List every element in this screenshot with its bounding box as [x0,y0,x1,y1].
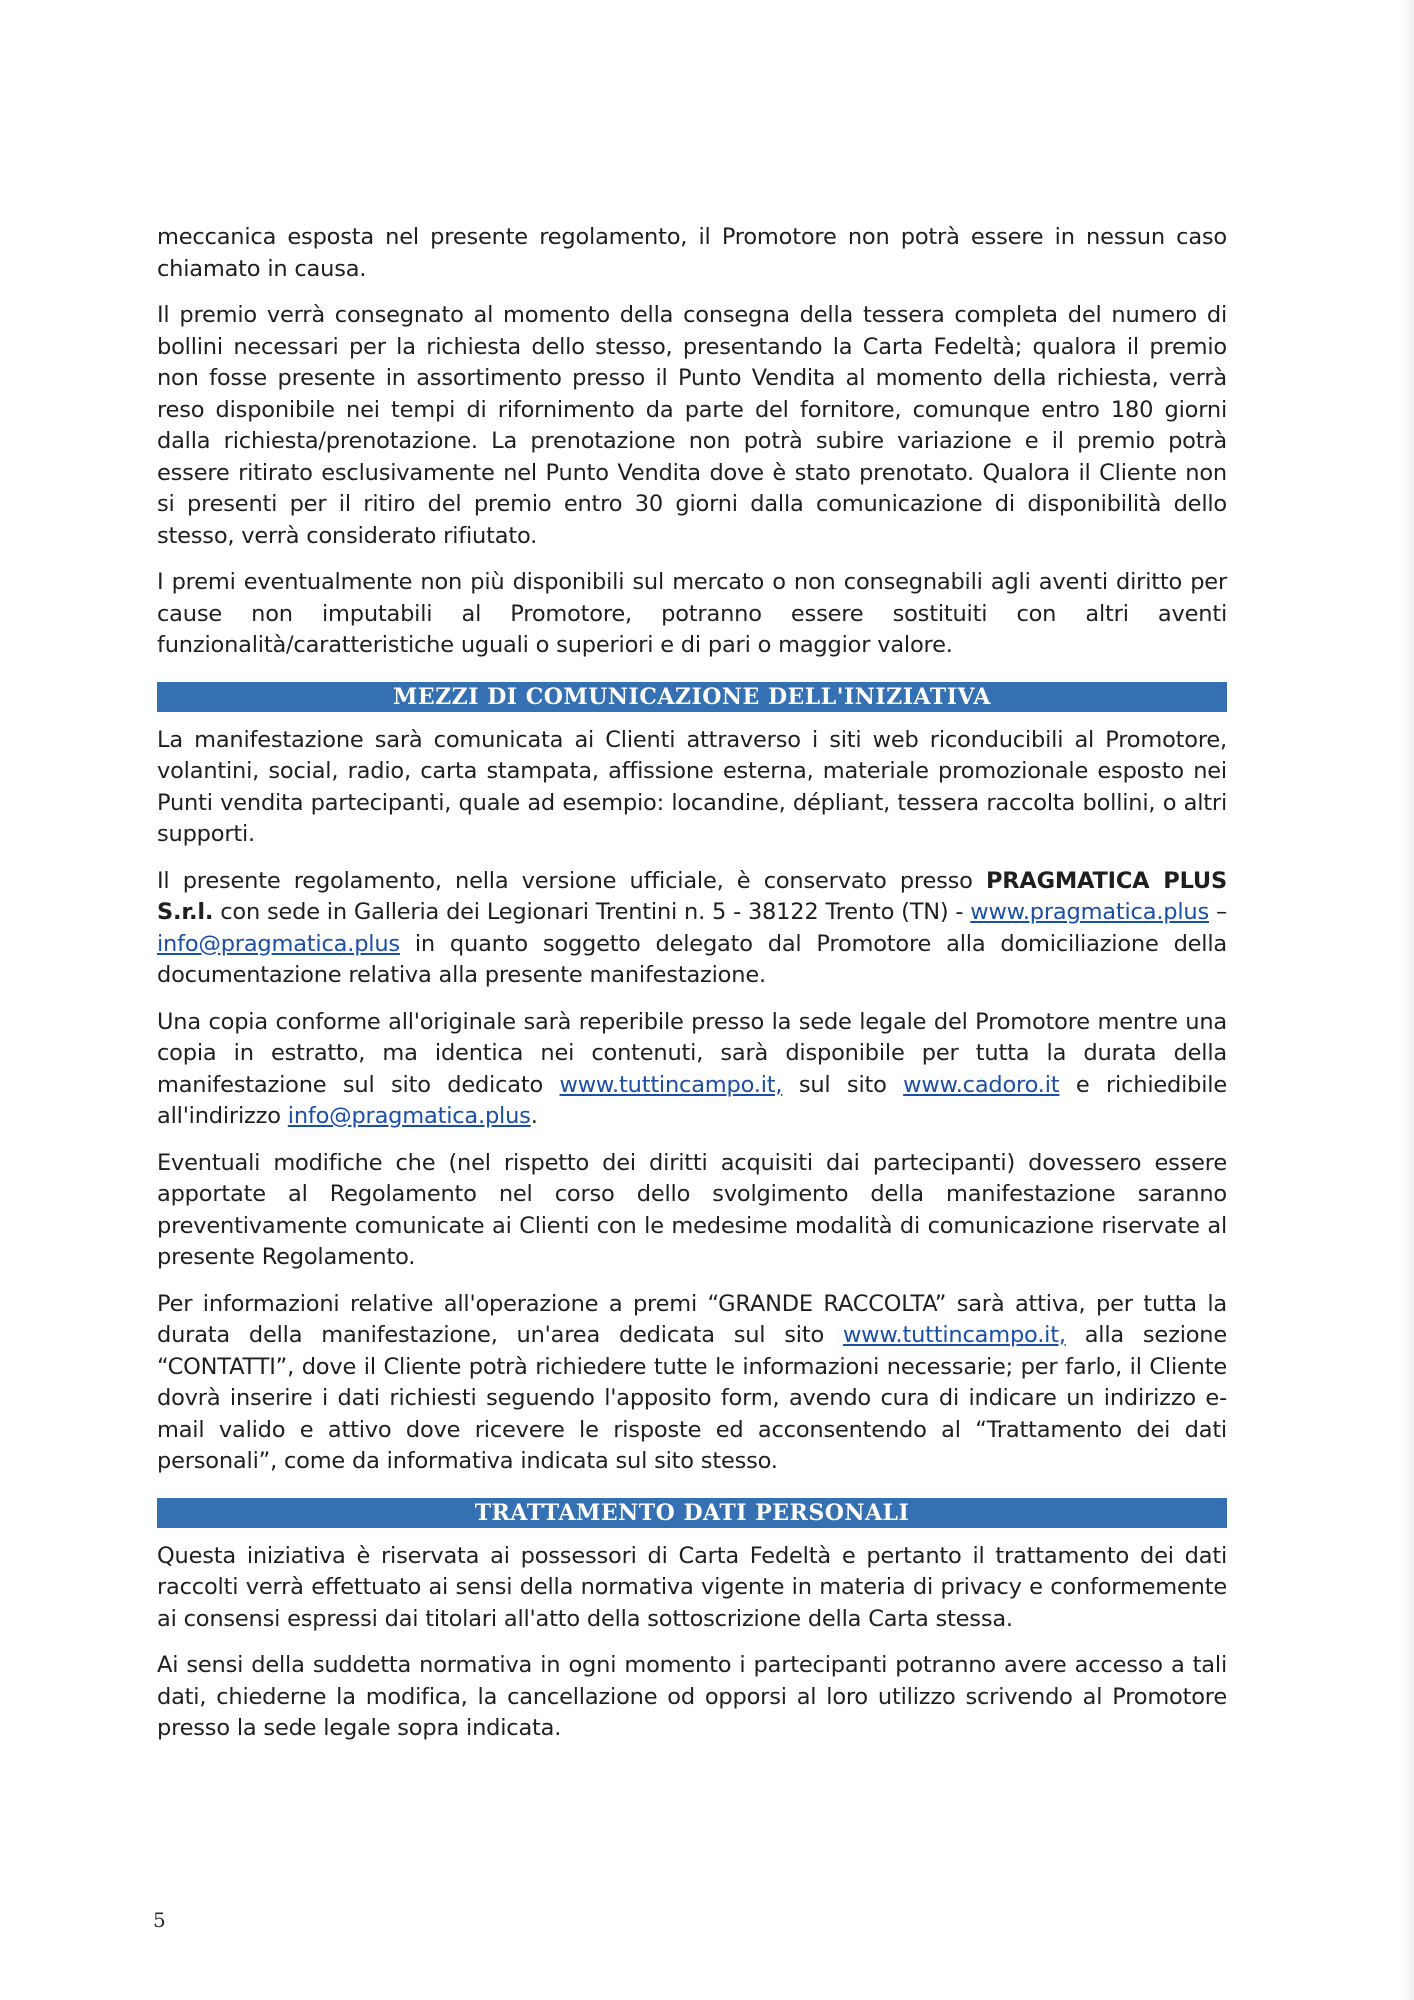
text-span: alla sezione “CONTATTI”, dove il Cliente potrà richiedere tutte le informazioni necessarie; per farlo, il Cliente dovrà inserire i dati richiesti seguendo l'apposito form, avendo cura di indicare un indirizzo e-mail valido e attivo dove ricevere le risposte ed acconsentendo al “Trattamento dei dati personali”, come da informativa indicata sul sito stesso. [157,1322,1228,1474]
link-cadoro[interactable]: www.cadoro.it [903,1071,1060,1098]
paragraph-regolamento-conservato [157,866,1227,992]
page-number: 5 [153,1908,166,1932]
paragraph-informazioni [157,1289,1227,1478]
text-span: sul sito [782,1071,904,1098]
paragraph-copia-conforme [157,1007,1227,1133]
link-pragmatica-email[interactable]: info@pragmatica.plus [287,1103,531,1129]
text-span: e richiedibile all'indirizzo [157,1071,1227,1129]
link-pragmatica-site[interactable]: www.pragmatica.plus [970,899,1209,925]
link-pragmatica-email[interactable]: info@pragmatica.plus [157,930,400,957]
text-span: con sede in Galleria dei Legionari Trentini n. 5 - 38122 Trento (TN) - [213,899,971,925]
text-span: in quanto soggetto delegato dal Promotore alla domiciliazione della documentazione relativa alla presente manifestazione. [157,930,1227,988]
text-span: Il presente regolamento, nella versione ufficiale, è conservato presso [157,867,986,894]
page-edge-shadow [1400,0,1414,2000]
paragraph-modifiche: Eventuali modifiche che (nel rispetto dei diritti acquisiti dai partecipanti) dovessero essere apportate al Regolamento nel corso dello svolgimento della manifestazione saranno preventivamente comunicate ai Clienti con le medesime modalità di comunicazione riservate al presente Regolamento. [157,1149,1227,1270]
link-tuttincampo[interactable]: www.tuttincampo.it, [842,1322,1066,1348]
section-heading-mezzi-comunicazione: MEZZI DI COMUNICAZIONE DELL'INIZIATIVA [157,682,1227,712]
company-name: PRAGMATICA PLUS S.r.l. [157,867,1227,925]
paragraph-iniziativa-riservata: Questa iniziativa è riservata ai possessori di Carta Fedeltà e pertanto il trattamento dei dati raccolti verrà effettuato ai sensi della normativa vigente in materia di privacy e conformemente ai consensi espressi dai titolari all'atto della sottoscrizione della Carta stessa. [157,1542,1227,1632]
paragraph-premio-consegna: Il premio verrà consegnato al momento della consegna della tessera completa del numero di bollini necessari per la richiesta dello stesso, presentando la Carta Fedeltà; qualora il premio non fosse presente in assortimento presso il Punto Vendita al momento della richiesta, verrà reso disponibile nei tempi di rifornimento da parte del fornitore, comunque entro 180 giorni dalla richiesta/prenotazione. La prenotazione non potrà subire variazione e il premio potrà essere ritirato esclusivamente nel Punto Vendita dove è stato prenotato. Qualora il Cliente non si presenti per il ritiro del premio entro 30 giorni dalla comunicazione di disponibilità dello stesso, verrà considerato rifiutato. [157,302,1227,549]
link-tuttincampo[interactable]: www.tuttincampo.it, [559,1071,783,1098]
paragraph-intro: meccanica esposta nel presente regolamento, il Promotore non potrà essere in nessun caso chiamato in causa. [157,224,1227,282]
text-span: Per informazioni relative all'operazione a premi “GRANDE RACCOLTA” sarà attiva, per tutta la durata della manifestazione, un'area dedicata sul sito [157,1290,1227,1348]
text-span: . [530,1103,538,1129]
text-span: Una copia conforme all'originale sarà reperibile presso la sede legale del Promotore mentre una copia in estratto, ma identica nei contenuti, sarà disponibile per tutta la durata della manifestazione sul sito dedicato [157,1008,1227,1098]
document-body [157,222,1227,1760]
section-heading-trattamento-dati: TRATTAMENTO DATI PERSONALI [157,1498,1227,1528]
paragraph-manifestazione: La manifestazione sarà comunicata ai Clienti attraverso i siti web riconducibili al Promotore, volantini, social, radio, carta stampata, affissione esterna, materiale promozionale esposto nei Punti vendita partecipanti, quale ad esempio: locandine, dépliant, tessera raccolta bollini, o altri supporti. [157,726,1227,847]
text-span: – [1208,899,1227,925]
paragraph-accesso-dati: Ai sensi della suddetta normativa in ogni momento i partecipanti potranno avere accesso a tali dati, chiederne la modifica, la cancellazione od opporsi al loro utilizzo scrivendo al Promotore presso la sede legale sopra indicata. [157,1652,1227,1741]
paragraph-premi-sostituzione: I premi eventualmente non più disponibili sul mercato o non consegnabili agli aventi diritto per cause non imputabili al Promotore, potranno essere sostituiti con altri aventi funzionalità/caratteristiche uguali o superiori e di pari o maggior valore. [157,569,1227,658]
